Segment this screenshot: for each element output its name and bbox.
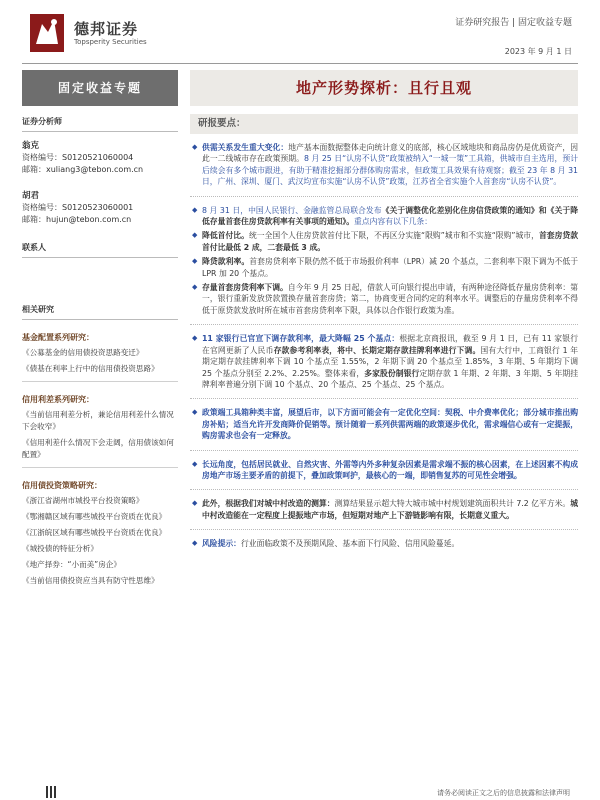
analyst-card [22,190,178,226]
analyst-cert: 资格编号：S0120523060001 [22,203,134,212]
paragraph-bold: 多家股份制银行 [364,368,420,378]
related-research-heading: 相关研究 [22,304,178,320]
analyst-cert: 资格编号：S0120521060004 [22,153,134,162]
related-report-link[interactable]: 《江浙皖区域有哪些城投平台资质在优良》 [22,528,167,537]
paragraph-lead: 降低首付比。 [202,231,249,241]
related-group-title: 信用债投资策略研究： [22,481,102,490]
paragraph-text: 定期存款 1 年期、2 年期、3 年期、5 年期挂牌利率普遍分别下调 10 个基点、20 个基点、25 个基点、25 个基点。 [202,368,578,389]
related-report-link[interactable]: 《当前信用利差分析，兼论信用利差什么情况下会收窄》 [22,410,174,431]
related-report-link[interactable]: 《信用利差什么情况下会走阔，信用债该如何配置》 [22,438,174,459]
related-group [22,480,178,587]
key-point-paragraph [190,333,578,390]
bullet-icon: ◆ [192,499,198,508]
paragraph-bold: 《关于调整优化差别化住房信贷政策的通知》和《关于降低存量首套住房贷款利率有关事项的通知》。 [202,205,578,227]
analyst-email[interactable]: 邮箱：hujun@tebon.com.cn [22,215,132,224]
paragraph-lead: 存量首套房贷利率下调。 [202,283,288,293]
related-report-link[interactable]: 《债基在利率上行中的信用债投资思路》 [22,364,159,373]
key-point-paragraph [190,256,578,279]
paragraph-text: 国有大行中，工商银行 1 年期定期存款挂牌利率下调 10 个基点至 1.55%，2 年期下调 20 个基点至 1.85%，3 年期、5 年期均下调 25 个基点分别至 2.2%、2.25%。整体来看， [202,345,578,378]
key-point-paragraph [190,498,578,521]
bullet-icon: ◆ [192,205,198,214]
main-content [190,70,578,790]
key-point-paragraph [190,282,578,316]
paragraph-lead: 供需关系发生重大变化： [202,143,289,152]
related-group [22,332,178,382]
related-group [22,394,178,468]
report-header [0,0,600,66]
group-divider [22,467,178,468]
report-type: 证券研究报告 | 固定收益专题 [455,18,572,28]
bullet-icon: ◆ [192,539,198,548]
bullet-icon: ◆ [192,408,198,417]
paragraph-lead: 此外，根据我们对城中村改造的测算： [202,499,335,509]
paragraph-tail: 重点内容有以下几条： [354,217,433,227]
analyst-heading: 证券分析师 [22,116,178,132]
related-report-link[interactable]: 《浙江省湖州市城投平台投资策略》 [22,496,144,505]
related-group-title: 基金配置系列研究： [22,333,94,342]
paragraph-text: 测算结果显示超大特大城市城中村规划建筑面积共计 7.2 亿平方米。 [334,499,571,509]
related-report-link[interactable]: 《鄂湘赣区域有哪些城投平台资质在优良》 [22,512,167,521]
paragraph-text: 根据北京商报讯，截至 9 月 1 日，已有 11 家银行在官网更新了人民币 [202,334,579,355]
group-divider [22,381,178,382]
paragraph-lead: 降贷款利率。 [202,257,250,267]
related-report-link[interactable]: 《公募基金的信用债投资思路变迁》 [22,348,144,357]
bullet-icon: ◆ [192,257,198,266]
key-point-paragraph [190,459,578,482]
section-divider [190,196,578,197]
related-report-link[interactable]: 《地产择券：“小而美”房企》 [22,560,121,569]
key-point-paragraph [190,230,578,253]
key-points-label: 研报要点： [190,114,578,134]
paragraph-text: 统一全国个人住房贷款首付比下限，不再区分实施“限购”城市和不实施“限购”城市， [248,231,539,241]
key-point-paragraph [190,142,578,188]
risk-text: 行业面临政策不及预期风险、基本面下行风险、信用风险蔓延。 [240,539,460,549]
bull-logo-icon [30,14,64,52]
brand-logo [30,14,160,54]
risk-warning [190,538,578,549]
paragraph-text: 首套房贷利率下限仍然不低于市场报价利率（LPR）减 20 个基点，二套利率下限下调为不低于 LPR 加 20 个基点。 [202,257,578,278]
paragraph-lead: 11 家银行已官宣下调存款利率，最大降幅 25 个基点： [202,334,400,344]
related-report-link[interactable]: 《城投债的特征分析》 [22,544,98,553]
sidebar-title: 固定收益专题 [22,70,178,106]
paragraph-highlight: 8 月 31 日，中国人民银行、金融监管总局联合发布 [202,205,382,215]
brand-name-en: Topsperity Securities [74,38,147,46]
section-divider [190,529,578,530]
paragraph-text: 地产基本面数据整体走向统计意义的底部，核心区域地块和商品房仍是优质资产，因此一二线城市存在政策预期。 [202,143,579,164]
analyst-name: 翁克 [22,141,40,151]
report-title: 地产形势探析：且行且观 [190,70,578,106]
qr-code-icon [46,786,58,798]
section-divider [190,398,578,399]
paragraph-text: 自今年 9 月 25 日起，借款人可向银行提出申请，有两种途径降低存量房贷利率：第一，银行重新发放贷款置换存量首套房贷；第二，协商变更合同约定的利率水平。调整后的存量房贷利率不得低于原贷款发放时所在城市首套房贷利率下限，具体以合作银行政策为准。 [202,283,578,315]
contact-heading: 联系人 [22,242,178,258]
key-point-paragraph [190,205,578,228]
analyst-card [22,140,178,176]
paragraph-bold: 城中村改造能在一定程度上提振地产市场，但短期对地产上下游链影响有限，长期意义重大。 [202,499,579,520]
paragraph-bold: 首套房贷款首付比最低 2 成，二套最低 3 成。 [202,231,579,252]
report-date: 2023 年 9 月 1 日 [504,47,572,56]
paragraph-highlight: 政策端工具箱种类丰富，展望后市，以下方面可能会有一定优化空间：契税、中介费率优化；部分城市推出购房补贴；适当允许开发商降价促销等。预计随着一系列供需两端的政策逐步优化，需求端信心或有一定提振，购房需求也会有一定释放。 [202,408,578,441]
related-group-title: 信用利差系列研究： [22,395,94,404]
header-divider [22,63,578,64]
section-divider [190,489,578,490]
bullet-icon: ◆ [192,231,198,240]
analyst-name: 胡君 [22,191,40,201]
related-report-link[interactable]: 《当前信用债投资应当具有防守性思维》 [22,576,159,585]
analyst-email[interactable]: 邮箱：xuliang3@tebon.com.cn [22,165,144,174]
page-footer [0,786,600,800]
section-divider [190,450,578,451]
paragraph-highlight: 8 月 25 日“认房不认贷”政策被纳入“一城一策”工具箱，供城市自主选用，预计后续会有多个城市跟进，有助于精准挖掘部分群体购房需求，但政策工具效果有待观察；截至 23 年 8 月 31 日，广州、深圳、厦门、武汉均宣布实施“认房不认贷”政策，江苏省全省实施个人首套房“认房不认贷”。 [202,154,578,187]
bullet-icon: ◆ [192,143,198,151]
section-divider [190,324,578,325]
sidebar [22,70,178,790]
bullet-icon: ◆ [192,334,198,343]
paragraph-highlight: 长远角度，包括居民就业、自然灾害、外需等内外多种复杂因素是需求端不振的核心因素，在上述因素不构成房地产市场主要矛盾的前提下，叠加政策呵护，最核心的一端，即销售复苏的可见性会增强。 [202,459,578,480]
risk-label: 风险提示： [202,539,241,549]
contact-spacer [22,258,178,294]
disclaimer-text: 请务必阅读正文之后的信息披露和法律声明 [437,789,570,797]
paragraph-bold: 存款参考利率表，将中、长期定期存款挂牌利率进行下调。 [273,345,481,355]
bullet-icon: ◆ [192,459,198,468]
key-point-paragraph [190,407,578,441]
brand-name-cn: 德邦证券 [74,20,139,38]
bullet-icon: ◆ [192,283,198,292]
